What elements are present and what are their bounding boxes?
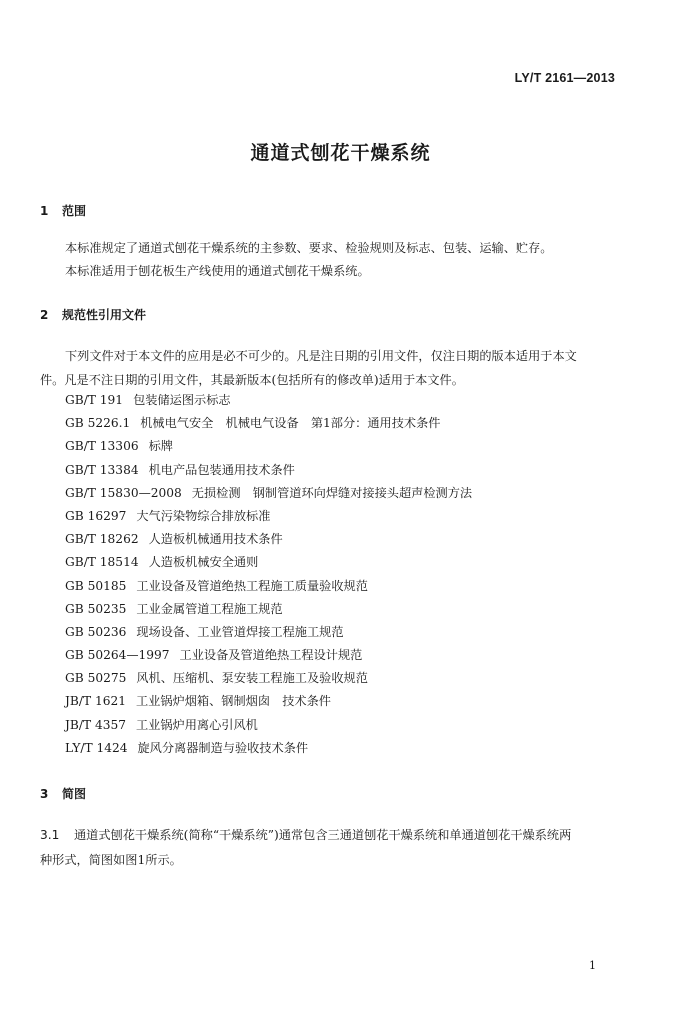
reference-list — [65, 392, 472, 763]
reference-item — [65, 485, 472, 508]
reference-code: GB 16297 — [65, 508, 127, 523]
reference-item — [65, 508, 472, 531]
section-title: 简图 — [62, 787, 87, 801]
section-title: 范围 — [62, 204, 87, 218]
reference-item — [65, 531, 472, 554]
reference-item — [65, 438, 472, 461]
section-heading-references — [40, 306, 146, 323]
reference-code: GB 5226.1 — [65, 416, 131, 431]
reference-code: JB/T 1621 — [65, 694, 126, 709]
page-number: 1 — [589, 959, 596, 972]
reference-title: 机电产品包装通用技术条件 — [148, 462, 295, 477]
references-intro-line-2: 件。凡是不注日期的引用文件，其最新版本(包括所有的修改单)适用于本文件。 — [40, 373, 464, 387]
reference-code: GB/T 191 — [65, 393, 124, 407]
reference-title: 工业设备及管道绝热工程设计规范 — [179, 648, 363, 663]
reference-title: 大气污染物综合排放标准 — [136, 508, 271, 523]
reference-item — [65, 740, 472, 763]
reference-item — [65, 693, 472, 716]
reference-code: GB/T 18262 — [65, 532, 139, 547]
reference-title: 包装储运图示标志 — [133, 393, 231, 407]
reference-title: 人造板机械安全通则 — [148, 555, 259, 570]
reference-title: 工业金属管道工程施工规范 — [136, 601, 283, 616]
section-number: 1 — [40, 204, 49, 218]
reference-title: 工业锅炉烟箱、钢制烟囱 技术条件 — [135, 694, 331, 709]
standard-code: LY/T 2161—2013 — [514, 71, 615, 85]
reference-code: GB/T 13306 — [65, 439, 139, 454]
reference-item — [65, 647, 472, 670]
reference-title: 现场设备、工业管道焊接工程施工规范 — [136, 624, 344, 639]
reference-item — [65, 392, 472, 415]
reference-code: GB 50264—1997 — [65, 648, 170, 663]
section-title: 规范性引用文件 — [62, 308, 147, 322]
reference-code: GB 50235 — [65, 601, 127, 616]
reference-item — [65, 578, 472, 601]
reference-title: 工业设备及管道绝热工程施工质量验收规范 — [136, 578, 368, 593]
reference-title: 工业锅炉用离心引风机 — [135, 717, 258, 732]
reference-title: 人造板机械通用技术条件 — [148, 532, 283, 547]
section-heading-diagram — [40, 785, 86, 802]
scope-paragraph-1: 本标准规定了通道式刨花干燥系统的主参数、要求、检验规则及标志、包装、运输、贮存。 — [65, 241, 553, 255]
clause-number: 3.1 — [40, 828, 60, 842]
reference-code: GB/T 13384 — [65, 462, 139, 477]
reference-title: 标牌 — [148, 439, 173, 454]
clause-3-1-line-2: 种形式，简图如图1所示。 — [40, 853, 182, 867]
reference-title: 无损检测 钢制管道环向焊缝对接接头超声检测方法 — [191, 485, 473, 500]
reference-item — [65, 554, 472, 577]
section-number: 2 — [40, 308, 49, 322]
reference-code: GB 50275 — [65, 671, 127, 686]
clause-text: 通道式刨花干燥系统(简称“干燥系统”)通常包含三通道刨花干燥系统和单通道刨花干燥系统两 — [74, 828, 572, 842]
reference-code: LY/T 1424 — [65, 740, 128, 755]
section-number: 3 — [40, 787, 49, 801]
reference-item — [65, 601, 472, 624]
reference-item — [65, 462, 472, 485]
reference-title: 机械电气安全 机械电气设备 第1部分：通用技术条件 — [140, 416, 441, 431]
clause-3-1-line-1 — [40, 829, 571, 841]
reference-item — [65, 415, 472, 438]
reference-item — [65, 670, 472, 693]
reference-code: GB 50185 — [65, 578, 127, 593]
section-heading-scope — [40, 202, 86, 219]
reference-item — [65, 717, 472, 740]
reference-code: GB 50236 — [65, 624, 127, 639]
reference-item — [65, 624, 472, 647]
reference-title: 风机、压缩机、泵安装工程施工及验收规范 — [136, 671, 368, 686]
document-title: 通道式刨花干燥系统 — [250, 142, 431, 164]
reference-code: GB/T 15830—2008 — [65, 485, 182, 500]
reference-code: GB/T 18514 — [65, 555, 139, 570]
scope-paragraph-2: 本标准适用于刨花板生产线使用的通道式刨花干燥系统。 — [65, 264, 370, 278]
reference-title: 旋风分离器制造与验收技术条件 — [137, 740, 309, 755]
references-intro-line-1: 下列文件对于本文件的应用是必不可少的。凡是注日期的引用文件，仅注日期的版本适用于本文 — [65, 349, 577, 363]
reference-code: JB/T 4357 — [65, 717, 126, 732]
